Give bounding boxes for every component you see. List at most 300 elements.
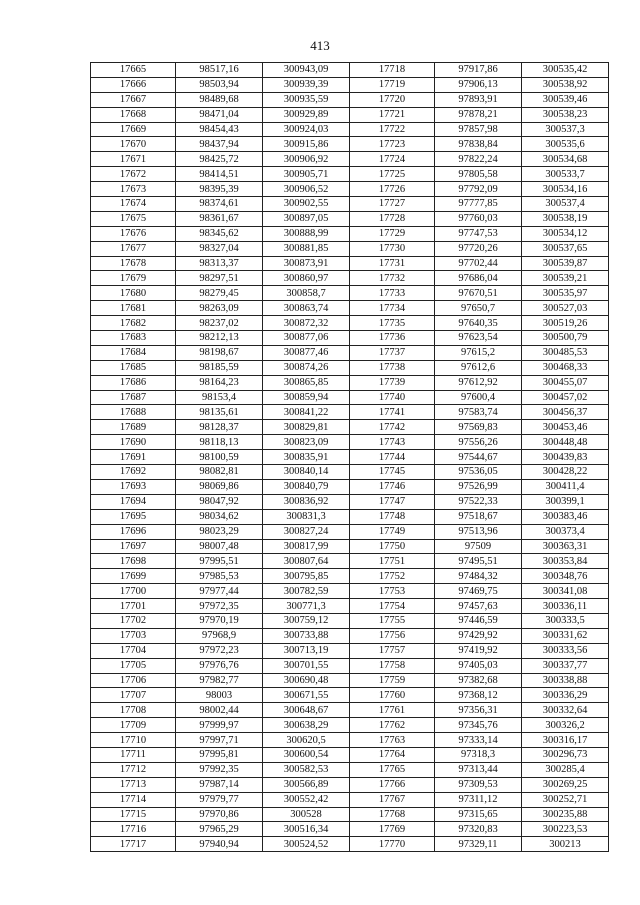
point-number-cell: 17673 xyxy=(91,182,176,197)
y-coordinate-cell: 300795,85 xyxy=(263,569,350,584)
table-row xyxy=(91,241,609,256)
point-number-cell: 17745 xyxy=(350,465,435,480)
y-coordinate-cell: 300782,59 xyxy=(263,584,350,599)
point-number-cell: 17736 xyxy=(350,331,435,346)
point-number-cell: 17746 xyxy=(350,479,435,494)
y-coordinate-cell: 300456,37 xyxy=(522,405,609,420)
point-number-cell: 17747 xyxy=(350,494,435,509)
x-coordinate-cell: 98313,37 xyxy=(176,256,263,271)
point-number-cell: 17762 xyxy=(350,718,435,733)
x-coordinate-cell: 98023,29 xyxy=(176,524,263,539)
point-number-cell: 17666 xyxy=(91,77,176,92)
y-coordinate-cell: 300840,14 xyxy=(263,465,350,480)
x-coordinate-cell: 97623,54 xyxy=(435,331,522,346)
x-coordinate-cell: 97976,76 xyxy=(176,658,263,673)
x-coordinate-cell: 97702,44 xyxy=(435,256,522,271)
point-number-cell: 17709 xyxy=(91,718,176,733)
table-row xyxy=(91,688,609,703)
y-coordinate-cell: 300332,64 xyxy=(522,703,609,718)
table-row xyxy=(91,643,609,658)
table-row xyxy=(91,584,609,599)
x-coordinate-cell: 97997,71 xyxy=(176,733,263,748)
y-coordinate-cell: 300519,26 xyxy=(522,316,609,331)
table-row xyxy=(91,837,609,852)
y-coordinate-cell: 300929,89 xyxy=(263,107,350,122)
y-coordinate-cell: 300373,4 xyxy=(522,524,609,539)
point-number-cell: 17723 xyxy=(350,137,435,152)
table-row xyxy=(91,256,609,271)
y-coordinate-cell: 300524,52 xyxy=(263,837,350,852)
x-coordinate-cell: 97838,84 xyxy=(435,137,522,152)
x-coordinate-cell: 97999,97 xyxy=(176,718,263,733)
y-coordinate-cell: 300537,4 xyxy=(522,197,609,212)
point-number-cell: 17669 xyxy=(91,122,176,137)
point-number-cell: 17692 xyxy=(91,465,176,480)
point-number-cell: 17675 xyxy=(91,211,176,226)
x-coordinate-cell: 97536,05 xyxy=(435,465,522,480)
table-row xyxy=(91,226,609,241)
y-coordinate-cell: 300537,3 xyxy=(522,122,609,137)
table-row xyxy=(91,628,609,643)
table-row xyxy=(91,807,609,822)
x-coordinate-cell: 98454,43 xyxy=(176,122,263,137)
x-coordinate-cell: 98212,13 xyxy=(176,331,263,346)
y-coordinate-cell: 300448,48 xyxy=(522,435,609,450)
y-coordinate-cell: 300527,03 xyxy=(522,301,609,316)
table-row xyxy=(91,331,609,346)
y-coordinate-cell: 300533,7 xyxy=(522,167,609,182)
point-number-cell: 17702 xyxy=(91,613,176,628)
x-coordinate-cell: 98437,94 xyxy=(176,137,263,152)
x-coordinate-cell: 98425,72 xyxy=(176,152,263,167)
y-coordinate-cell: 300485,53 xyxy=(522,345,609,360)
x-coordinate-cell: 98374,61 xyxy=(176,197,263,212)
point-number-cell: 17697 xyxy=(91,539,176,554)
x-coordinate-cell: 97469,75 xyxy=(435,584,522,599)
point-number-cell: 17699 xyxy=(91,569,176,584)
point-number-cell: 17674 xyxy=(91,197,176,212)
y-coordinate-cell: 300841,22 xyxy=(263,405,350,420)
x-coordinate-cell: 97747,53 xyxy=(435,226,522,241)
point-number-cell: 17682 xyxy=(91,316,176,331)
table-row xyxy=(91,390,609,405)
y-coordinate-cell: 300539,46 xyxy=(522,92,609,107)
table-row xyxy=(91,569,609,584)
x-coordinate-cell: 98034,62 xyxy=(176,509,263,524)
y-coordinate-cell: 300337,77 xyxy=(522,658,609,673)
table-row xyxy=(91,733,609,748)
x-coordinate-cell: 97686,04 xyxy=(435,271,522,286)
y-coordinate-cell: 300535,97 xyxy=(522,286,609,301)
table-row xyxy=(91,509,609,524)
point-number-cell: 17729 xyxy=(350,226,435,241)
y-coordinate-cell: 300771,3 xyxy=(263,599,350,614)
x-coordinate-cell: 98002,44 xyxy=(176,703,263,718)
point-number-cell: 17685 xyxy=(91,360,176,375)
point-number-cell: 17681 xyxy=(91,301,176,316)
table-row xyxy=(91,405,609,420)
point-number-cell: 17715 xyxy=(91,807,176,822)
x-coordinate-cell: 97992,35 xyxy=(176,762,263,777)
x-coordinate-cell: 97640,35 xyxy=(435,316,522,331)
x-coordinate-cell: 98100,59 xyxy=(176,450,263,465)
y-coordinate-cell: 300823,09 xyxy=(263,435,350,450)
x-coordinate-cell: 97995,81 xyxy=(176,747,263,762)
table-row xyxy=(91,703,609,718)
point-number-cell: 17706 xyxy=(91,673,176,688)
x-coordinate-cell: 97544,67 xyxy=(435,450,522,465)
x-coordinate-cell: 98164,23 xyxy=(176,375,263,390)
point-number-cell: 17680 xyxy=(91,286,176,301)
y-coordinate-cell: 300213 xyxy=(522,837,609,852)
y-coordinate-cell: 300252,71 xyxy=(522,792,609,807)
x-coordinate-cell: 97650,7 xyxy=(435,301,522,316)
x-coordinate-cell: 97446,59 xyxy=(435,613,522,628)
y-coordinate-cell: 300701,55 xyxy=(263,658,350,673)
x-coordinate-cell: 97495,51 xyxy=(435,554,522,569)
x-coordinate-cell: 97313,44 xyxy=(435,762,522,777)
x-coordinate-cell: 97405,03 xyxy=(435,658,522,673)
y-coordinate-cell: 300877,46 xyxy=(263,345,350,360)
y-coordinate-cell: 300338,88 xyxy=(522,673,609,688)
point-number-cell: 17737 xyxy=(350,345,435,360)
x-coordinate-cell: 97612,6 xyxy=(435,360,522,375)
y-coordinate-cell: 300827,24 xyxy=(263,524,350,539)
x-coordinate-cell: 97985,53 xyxy=(176,569,263,584)
point-number-cell: 17700 xyxy=(91,584,176,599)
point-number-cell: 17725 xyxy=(350,167,435,182)
point-number-cell: 17672 xyxy=(91,167,176,182)
y-coordinate-cell: 300453,46 xyxy=(522,420,609,435)
x-coordinate-cell: 97600,4 xyxy=(435,390,522,405)
y-coordinate-cell: 300924,03 xyxy=(263,122,350,137)
table-row xyxy=(91,92,609,107)
table-row xyxy=(91,182,609,197)
y-coordinate-cell: 300648,67 xyxy=(263,703,350,718)
y-coordinate-cell: 300807,64 xyxy=(263,554,350,569)
x-coordinate-cell: 97315,65 xyxy=(435,807,522,822)
point-number-cell: 17734 xyxy=(350,301,435,316)
point-number-cell: 17720 xyxy=(350,92,435,107)
x-coordinate-cell: 98503,94 xyxy=(176,77,263,92)
x-coordinate-cell: 97329,11 xyxy=(435,837,522,852)
table-row xyxy=(91,718,609,733)
table-row xyxy=(91,345,609,360)
y-coordinate-cell: 300411,4 xyxy=(522,479,609,494)
y-coordinate-cell: 300468,33 xyxy=(522,360,609,375)
y-coordinate-cell: 300874,26 xyxy=(263,360,350,375)
point-number-cell: 17704 xyxy=(91,643,176,658)
y-coordinate-cell: 300671,55 xyxy=(263,688,350,703)
point-number-cell: 17716 xyxy=(91,822,176,837)
y-coordinate-cell: 300859,94 xyxy=(263,390,350,405)
point-number-cell: 17687 xyxy=(91,390,176,405)
table-row xyxy=(91,63,609,78)
point-number-cell: 17765 xyxy=(350,762,435,777)
x-coordinate-cell: 97522,33 xyxy=(435,494,522,509)
table-row xyxy=(91,286,609,301)
y-coordinate-cell: 300690,48 xyxy=(263,673,350,688)
point-number-cell: 17714 xyxy=(91,792,176,807)
x-coordinate-cell: 98471,04 xyxy=(176,107,263,122)
point-number-cell: 17718 xyxy=(350,63,435,78)
y-coordinate-cell: 300829,81 xyxy=(263,420,350,435)
point-number-cell: 17691 xyxy=(91,450,176,465)
x-coordinate-cell: 97484,32 xyxy=(435,569,522,584)
point-number-cell: 17710 xyxy=(91,733,176,748)
x-coordinate-cell: 98153,4 xyxy=(176,390,263,405)
point-number-cell: 17754 xyxy=(350,599,435,614)
table-row xyxy=(91,777,609,792)
table-row xyxy=(91,465,609,480)
y-coordinate-cell: 300817,99 xyxy=(263,539,350,554)
table-row xyxy=(91,747,609,762)
point-number-cell: 17739 xyxy=(350,375,435,390)
y-coordinate-cell: 300881,85 xyxy=(263,241,350,256)
x-coordinate-cell: 98237,02 xyxy=(176,316,263,331)
y-coordinate-cell: 300943,09 xyxy=(263,63,350,78)
point-number-cell: 17683 xyxy=(91,331,176,346)
x-coordinate-cell: 97556,26 xyxy=(435,435,522,450)
table-row xyxy=(91,792,609,807)
y-coordinate-cell: 300235,88 xyxy=(522,807,609,822)
point-number-cell: 17678 xyxy=(91,256,176,271)
table-row xyxy=(91,152,609,167)
x-coordinate-cell: 98185,59 xyxy=(176,360,263,375)
point-number-cell: 17751 xyxy=(350,554,435,569)
y-coordinate-cell: 300269,25 xyxy=(522,777,609,792)
x-coordinate-cell: 98118,13 xyxy=(176,435,263,450)
table-row xyxy=(91,479,609,494)
y-coordinate-cell: 300333,56 xyxy=(522,643,609,658)
point-number-cell: 17698 xyxy=(91,554,176,569)
point-number-cell: 17724 xyxy=(350,152,435,167)
x-coordinate-cell: 97509 xyxy=(435,539,522,554)
table-row xyxy=(91,137,609,152)
x-coordinate-cell: 97805,58 xyxy=(435,167,522,182)
y-coordinate-cell: 300296,73 xyxy=(522,747,609,762)
y-coordinate-cell: 300835,91 xyxy=(263,450,350,465)
table-row xyxy=(91,271,609,286)
y-coordinate-cell: 300428,22 xyxy=(522,465,609,480)
point-number-cell: 17750 xyxy=(350,539,435,554)
x-coordinate-cell: 97917,86 xyxy=(435,63,522,78)
x-coordinate-cell: 98489,68 xyxy=(176,92,263,107)
point-number-cell: 17764 xyxy=(350,747,435,762)
x-coordinate-cell: 97792,09 xyxy=(435,182,522,197)
y-coordinate-cell: 300439,83 xyxy=(522,450,609,465)
point-number-cell: 17676 xyxy=(91,226,176,241)
point-number-cell: 17730 xyxy=(350,241,435,256)
x-coordinate-cell: 97583,74 xyxy=(435,405,522,420)
x-coordinate-cell: 97320,83 xyxy=(435,822,522,837)
x-coordinate-cell: 97857,98 xyxy=(435,122,522,137)
point-number-cell: 17665 xyxy=(91,63,176,78)
x-coordinate-cell: 97878,21 xyxy=(435,107,522,122)
point-number-cell: 17708 xyxy=(91,703,176,718)
y-coordinate-cell: 300348,76 xyxy=(522,569,609,584)
x-coordinate-cell: 97368,12 xyxy=(435,688,522,703)
y-coordinate-cell: 300872,32 xyxy=(263,316,350,331)
point-number-cell: 17744 xyxy=(350,450,435,465)
x-coordinate-cell: 98128,37 xyxy=(176,420,263,435)
x-coordinate-cell: 97995,51 xyxy=(176,554,263,569)
x-coordinate-cell: 97987,14 xyxy=(176,777,263,792)
y-coordinate-cell: 300840,79 xyxy=(263,479,350,494)
table-row xyxy=(91,435,609,450)
y-coordinate-cell: 300552,42 xyxy=(263,792,350,807)
y-coordinate-cell: 300713,19 xyxy=(263,643,350,658)
point-number-cell: 17757 xyxy=(350,643,435,658)
table-row xyxy=(91,420,609,435)
y-coordinate-cell: 300939,39 xyxy=(263,77,350,92)
table-row xyxy=(91,211,609,226)
x-coordinate-cell: 97965,29 xyxy=(176,822,263,837)
y-coordinate-cell: 300383,46 xyxy=(522,509,609,524)
y-coordinate-cell: 300877,06 xyxy=(263,331,350,346)
page-number: 413 xyxy=(310,38,330,53)
point-number-cell: 17703 xyxy=(91,628,176,643)
y-coordinate-cell: 300399,1 xyxy=(522,494,609,509)
x-coordinate-cell: 97822,24 xyxy=(435,152,522,167)
point-number-cell: 17686 xyxy=(91,375,176,390)
point-number-cell: 17735 xyxy=(350,316,435,331)
point-number-cell: 17717 xyxy=(91,837,176,852)
y-coordinate-cell: 300858,7 xyxy=(263,286,350,301)
y-coordinate-cell: 300906,52 xyxy=(263,182,350,197)
y-coordinate-cell: 300620,5 xyxy=(263,733,350,748)
point-number-cell: 17748 xyxy=(350,509,435,524)
point-number-cell: 17756 xyxy=(350,628,435,643)
y-coordinate-cell: 300902,55 xyxy=(263,197,350,212)
point-number-cell: 17668 xyxy=(91,107,176,122)
point-number-cell: 17721 xyxy=(350,107,435,122)
x-coordinate-cell: 97977,44 xyxy=(176,584,263,599)
y-coordinate-cell: 300537,65 xyxy=(522,241,609,256)
x-coordinate-cell: 97968,9 xyxy=(176,628,263,643)
x-coordinate-cell: 97526,99 xyxy=(435,479,522,494)
y-coordinate-cell: 300582,53 xyxy=(263,762,350,777)
x-coordinate-cell: 97970,86 xyxy=(176,807,263,822)
x-coordinate-cell: 98198,67 xyxy=(176,345,263,360)
x-coordinate-cell: 97513,96 xyxy=(435,524,522,539)
y-coordinate-cell: 300455,07 xyxy=(522,375,609,390)
y-coordinate-cell: 300528 xyxy=(263,807,350,822)
point-number-cell: 17694 xyxy=(91,494,176,509)
table-row xyxy=(91,167,609,182)
y-coordinate-cell: 300873,91 xyxy=(263,256,350,271)
x-coordinate-cell: 97720,26 xyxy=(435,241,522,256)
x-coordinate-cell: 98395,39 xyxy=(176,182,263,197)
y-coordinate-cell: 300500,79 xyxy=(522,331,609,346)
table-row xyxy=(91,658,609,673)
point-number-cell: 17770 xyxy=(350,837,435,852)
y-coordinate-cell: 300457,02 xyxy=(522,390,609,405)
table-row xyxy=(91,197,609,212)
x-coordinate-cell: 98007,48 xyxy=(176,539,263,554)
y-coordinate-cell: 300539,21 xyxy=(522,271,609,286)
point-number-cell: 17690 xyxy=(91,435,176,450)
point-number-cell: 17732 xyxy=(350,271,435,286)
point-number-cell: 17726 xyxy=(350,182,435,197)
point-number-cell: 17671 xyxy=(91,152,176,167)
y-coordinate-cell: 300285,4 xyxy=(522,762,609,777)
point-number-cell: 17727 xyxy=(350,197,435,212)
y-coordinate-cell: 300535,6 xyxy=(522,137,609,152)
point-number-cell: 17759 xyxy=(350,673,435,688)
y-coordinate-cell: 300915,86 xyxy=(263,137,350,152)
x-coordinate-cell: 97940,94 xyxy=(176,837,263,852)
y-coordinate-cell: 300331,62 xyxy=(522,628,609,643)
y-coordinate-cell: 300865,85 xyxy=(263,375,350,390)
y-coordinate-cell: 300906,92 xyxy=(263,152,350,167)
x-coordinate-cell: 97970,19 xyxy=(176,613,263,628)
point-number-cell: 17767 xyxy=(350,792,435,807)
x-coordinate-cell: 97615,2 xyxy=(435,345,522,360)
x-coordinate-cell: 97612,92 xyxy=(435,375,522,390)
point-number-cell: 17712 xyxy=(91,762,176,777)
point-number-cell: 17711 xyxy=(91,747,176,762)
y-coordinate-cell: 300905,71 xyxy=(263,167,350,182)
table-row xyxy=(91,673,609,688)
y-coordinate-cell: 300223,53 xyxy=(522,822,609,837)
x-coordinate-cell: 98345,62 xyxy=(176,226,263,241)
y-coordinate-cell: 300759,12 xyxy=(263,613,350,628)
point-number-cell: 17679 xyxy=(91,271,176,286)
point-number-cell: 17722 xyxy=(350,122,435,137)
y-coordinate-cell: 300326,2 xyxy=(522,718,609,733)
table-row xyxy=(91,122,609,137)
x-coordinate-cell: 98327,04 xyxy=(176,241,263,256)
x-coordinate-cell: 97382,68 xyxy=(435,673,522,688)
point-number-cell: 17741 xyxy=(350,405,435,420)
x-coordinate-cell: 97670,51 xyxy=(435,286,522,301)
y-coordinate-cell: 300935,59 xyxy=(263,92,350,107)
table-row xyxy=(91,539,609,554)
x-coordinate-cell: 98003 xyxy=(176,688,263,703)
x-coordinate-cell: 97309,53 xyxy=(435,777,522,792)
y-coordinate-cell: 300363,31 xyxy=(522,539,609,554)
y-coordinate-cell: 300316,17 xyxy=(522,733,609,748)
x-coordinate-cell: 98082,81 xyxy=(176,465,263,480)
x-coordinate-cell: 98135,61 xyxy=(176,405,263,420)
x-coordinate-cell: 97318,3 xyxy=(435,747,522,762)
table-row xyxy=(91,316,609,331)
y-coordinate-cell: 300600,54 xyxy=(263,747,350,762)
y-coordinate-cell: 300888,99 xyxy=(263,226,350,241)
x-coordinate-cell: 97345,76 xyxy=(435,718,522,733)
y-coordinate-cell: 300638,29 xyxy=(263,718,350,733)
point-number-cell: 17719 xyxy=(350,77,435,92)
point-number-cell: 17766 xyxy=(350,777,435,792)
point-number-cell: 17695 xyxy=(91,509,176,524)
y-coordinate-cell: 300538,19 xyxy=(522,211,609,226)
y-coordinate-cell: 300534,68 xyxy=(522,152,609,167)
y-coordinate-cell: 300336,29 xyxy=(522,688,609,703)
point-number-cell: 17740 xyxy=(350,390,435,405)
y-coordinate-cell: 300336,11 xyxy=(522,599,609,614)
x-coordinate-cell: 97419,92 xyxy=(435,643,522,658)
point-number-cell: 17738 xyxy=(350,360,435,375)
x-coordinate-cell: 97972,35 xyxy=(176,599,263,614)
table-row xyxy=(91,554,609,569)
x-coordinate-cell: 97893,91 xyxy=(435,92,522,107)
point-number-cell: 17677 xyxy=(91,241,176,256)
table-row xyxy=(91,107,609,122)
x-coordinate-cell: 98069,86 xyxy=(176,479,263,494)
point-number-cell: 17670 xyxy=(91,137,176,152)
y-coordinate-cell: 300860,97 xyxy=(263,271,350,286)
